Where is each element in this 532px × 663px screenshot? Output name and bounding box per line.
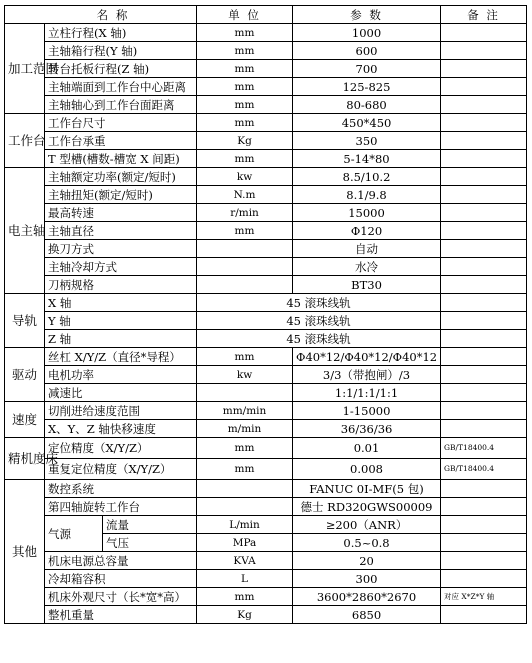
header-unit: 单 位 [197,6,293,24]
table-row [5,186,527,204]
row-value: 1-15000 [293,402,441,420]
table-row [5,240,527,258]
table-row [5,570,527,588]
row-unit: Kg [197,132,293,150]
row-value: 8.5/10.2 [293,168,441,186]
group-speed: 速度 [5,402,45,438]
row-value: 3600*2860*2670 [293,588,441,606]
row-unit: mm [197,222,293,240]
row-name: 减速比 [45,384,197,402]
group-table: 工作台 [5,114,45,168]
row-unit: MPa [197,534,293,552]
row-note [441,420,527,438]
header-note: 备 注 [441,6,527,24]
row-value: 450*450 [293,114,441,132]
row-value: Φ120 [293,222,441,240]
row-value: 自动 [293,240,441,258]
row-name: Y 轴 [45,312,197,330]
row-name: 主轴箱行程(Y 轴) [45,42,197,60]
row-name: 最高转速 [45,204,197,222]
row-value: 3/3（带抱闸）/3 [293,366,441,384]
table-row [5,42,527,60]
table-row [5,459,527,480]
group-other: 其他 [5,480,45,624]
row-note [441,204,527,222]
row-value: ≥200（ANR） [293,516,441,534]
row-name: 机床外观尺寸（长*宽*高） [45,588,197,606]
header-value: 参 数 [293,6,441,24]
row-value: 5-14*80 [293,150,441,168]
row-subname: 流量 [103,516,197,534]
row-note: GB/T18400.4 [441,459,527,480]
row-note [441,312,527,330]
table-row [5,606,527,624]
row-note [441,402,527,420]
row-value: 水冷 [293,258,441,276]
row-name: 丝杠 X/Y/Z（直径*导程） [45,348,197,366]
row-value: 300 [293,570,441,588]
table-row [5,222,527,240]
row-value: 8.1/9.8 [293,186,441,204]
row-value: 1:1/1:1/1:1 [293,384,441,402]
row-note [441,606,527,624]
row-note [441,132,527,150]
row-value: 6850 [293,606,441,624]
row-note: GB/T18400.4 [441,438,527,459]
row-name: 第四轴旋转工作台 [45,498,197,516]
table-row [5,498,527,516]
row-unit: mm [197,60,293,78]
row-value: 1000 [293,24,441,42]
row-unit [197,276,293,294]
table-row [5,384,527,402]
group-drive: 驱动 [5,348,45,402]
row-unit: KVA [197,552,293,570]
row-note [441,384,527,402]
row-value: 0.008 [293,459,441,480]
row-unit: mm [197,150,293,168]
group-guide: 导轨 [5,294,45,348]
header-name: 名 称 [5,6,197,24]
row-unit: m/min [197,420,293,438]
row-value: 15000 [293,204,441,222]
row-value: 350 [293,132,441,150]
row-unit: mm [197,78,293,96]
row-note [441,534,527,552]
row-value: 36/36/36 [293,420,441,438]
row-unit [197,240,293,258]
table-row [5,168,527,186]
group-spindle: 电主轴 [5,168,45,294]
row-note [441,222,527,240]
row-unit: mm [197,114,293,132]
row-name: 主轴直径 [45,222,197,240]
row-subname: 气压 [103,534,197,552]
row-name: 刀柄规格 [45,276,197,294]
row-unit: mm [197,96,293,114]
table-row [5,438,527,459]
row-name: T 型槽(槽数-槽宽 X 间距) [45,150,197,168]
row-unit [197,480,293,498]
table-row [5,96,527,114]
row-value: 700 [293,60,441,78]
table-row [5,132,527,150]
table-row [5,366,527,384]
row-value: 45 滚珠线轨 [197,294,441,312]
row-note [441,480,527,498]
table-row [5,516,527,534]
row-unit: mm [197,348,293,366]
row-note [441,366,527,384]
row-unit: kw [197,168,293,186]
row-name: X 轴 [45,294,197,312]
row-unit [197,384,293,402]
table-row [5,24,527,42]
row-unit: L [197,570,293,588]
row-note [441,552,527,570]
table-row [5,150,527,168]
row-unit: mm/min [197,402,293,420]
row-value: 20 [293,552,441,570]
row-note [441,24,527,42]
row-value: 600 [293,42,441,60]
row-unit: Kg [197,606,293,624]
row-note [441,330,527,348]
row-name: 机床电源总容量 [45,552,197,570]
row-name: 主轴冷却方式 [45,258,197,276]
row-unit: N.m [197,186,293,204]
row-note [441,516,527,534]
row-name: 电机功率 [45,366,197,384]
row-value: BT30 [293,276,441,294]
row-note [441,258,527,276]
row-unit: r/min [197,204,293,222]
row-value: 0.5~0.8 [293,534,441,552]
row-name: Z 轴 [45,330,197,348]
table-row [5,294,527,312]
row-name: 工作台承重 [45,132,197,150]
row-name: 主轴端面到工作台中心距离 [45,78,197,96]
row-unit: L/min [197,516,293,534]
table-row [5,78,527,96]
row-note [441,240,527,258]
row-note [441,570,527,588]
row-note [441,60,527,78]
row-value: 125-825 [293,78,441,96]
group-travel: 加工范围 [5,24,45,114]
table-row [5,258,527,276]
row-value: 0.01 [293,438,441,459]
row-name: 换刀方式 [45,240,197,258]
row-value: 45 滚珠线轨 [197,330,441,348]
row-unit: mm [197,588,293,606]
row-note [441,276,527,294]
row-note [441,78,527,96]
row-name: 定位精度（X/Y/Z） [45,438,197,459]
row-name: 冷却箱容积 [45,570,197,588]
row-note [441,168,527,186]
table-row [5,348,527,366]
row-note [441,150,527,168]
row-name: 主轴扭矩(额定/短时) [45,186,197,204]
table-row [5,312,527,330]
table-row [5,480,527,498]
row-note [441,498,527,516]
table-row [5,588,527,606]
row-name: 工作台尺寸 [45,114,197,132]
table-row [5,420,527,438]
row-note [441,186,527,204]
row-name: X、Y、Z 轴快移速度 [45,420,197,438]
row-value: 80-680 [293,96,441,114]
row-unit: mm [197,42,293,60]
row-unit: kw [197,366,293,384]
table-row [5,330,527,348]
header-row [5,6,527,24]
table-row [5,552,527,570]
row-name: 重复定位精度（X/Y/Z） [45,459,197,480]
row-name: 数控系统 [45,480,197,498]
row-name: 切削进给速度范围 [45,402,197,420]
row-name-air: 气源 [45,516,103,552]
row-unit [197,498,293,516]
row-name: 转台托板行程(Z 轴) [45,60,197,78]
table-row [5,204,527,222]
row-note [441,294,527,312]
row-value: FANUC 0I-MF(5 包) [293,480,441,498]
spec-table [4,5,527,624]
row-note [441,348,527,366]
table-row [5,276,527,294]
row-name: 主轴轴心到工作台面距离 [45,96,197,114]
row-value: 45 滚珠线轨 [197,312,441,330]
table-row [5,402,527,420]
row-unit: mm [197,24,293,42]
row-name: 立柱行程(X 轴) [45,24,197,42]
row-note: 对应 X*Z*Y 轴 [441,588,527,606]
row-note [441,42,527,60]
row-value: Φ40*12/Φ40*12/Φ40*12 [293,348,441,366]
row-unit: mm [197,438,293,459]
row-value: 德士 RD320GWS00009 [293,498,441,516]
row-name: 主轴额定功率(额定/短时) [45,168,197,186]
row-unit [197,258,293,276]
group-precision: 精机度床 [5,438,45,480]
row-unit: mm [197,459,293,480]
row-name: 整机重量 [45,606,197,624]
row-note [441,114,527,132]
row-note [441,96,527,114]
table-row [5,114,527,132]
table-row [5,60,527,78]
